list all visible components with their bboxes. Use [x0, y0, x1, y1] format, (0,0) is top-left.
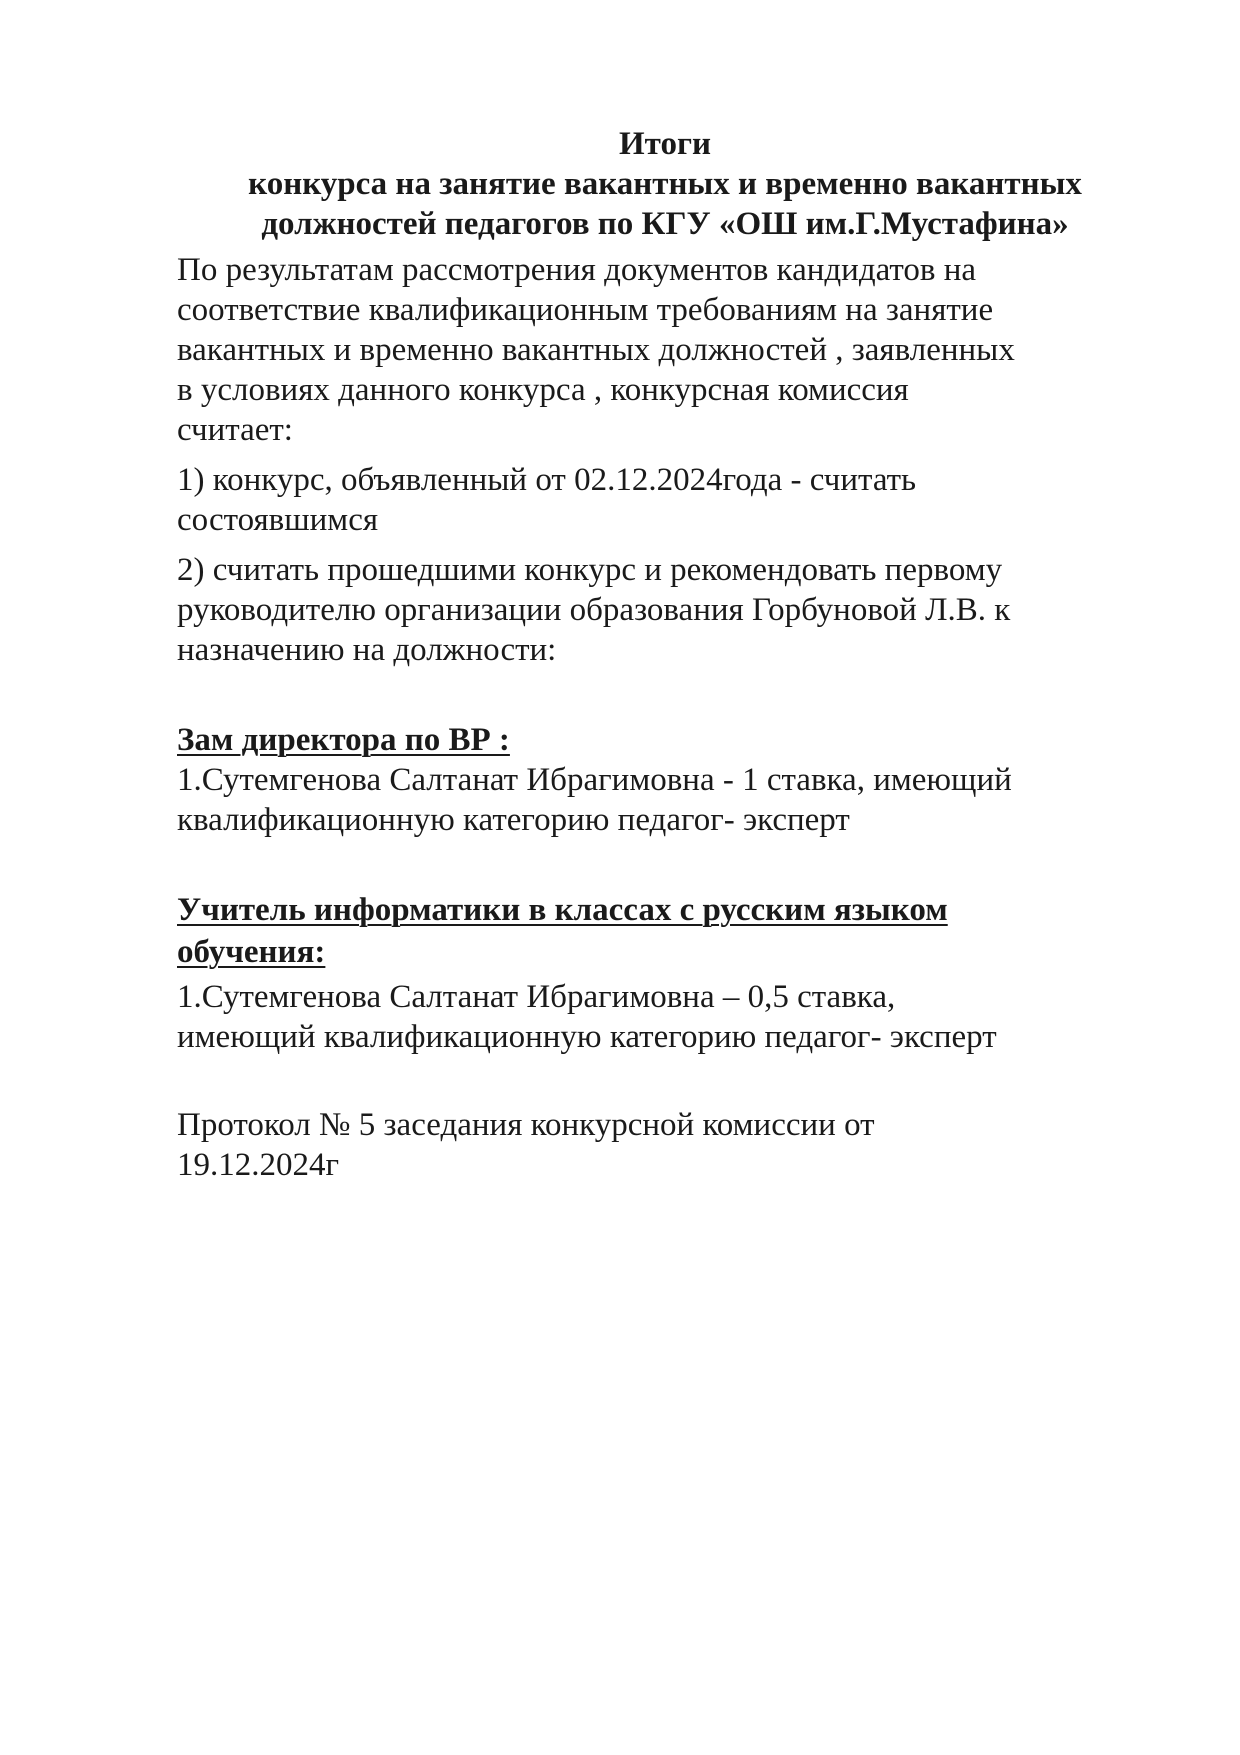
item-1-line-2: состоявшимся: [177, 502, 379, 538]
document-subtitle-line-2: должностей педагогов по КГУ «ОШ им.Г.Мустафина»: [261, 206, 1069, 242]
section-1-heading: Зам директора по ВР :: [177, 722, 510, 758]
section-2-entry-line-2: имеющий квалификационную категорию педагог- эксперт: [177, 1019, 997, 1055]
section-2-entry-line-1: 1.Сутемгенова Салтанат Ибрагимовна – 0,5 ставка,: [177, 979, 896, 1015]
intro-line-1: По результатам рассмотрения документов кандидатов на: [177, 252, 977, 288]
protocol-line-2: 19.12.2024г: [177, 1147, 340, 1183]
intro-line-2: соответствие квалификационным требованиям на занятие: [177, 292, 994, 328]
protocol-line-1: Протокол № 5 заседания конкурсной комиссии от: [177, 1107, 875, 1143]
section-1-entry-line-1: 1.Сутемгенова Салтанат Ибрагимовна - 1 ставка, имеющий: [177, 762, 1012, 798]
item-2-line-2: руководителю организации образования Горбуновой Л.В. к: [177, 592, 1011, 628]
intro-line-3: вакантных и временно вакантных должностей , заявленных: [177, 332, 1015, 368]
intro-line-5: считает:: [177, 412, 293, 448]
document-subtitle-line-1: конкурса на занятие вакантных и временно вакантных: [248, 166, 1082, 202]
item-2-line-1: 2) считать прошедшими конкурс и рекомендовать первому: [177, 552, 1003, 588]
section-2-heading-line-2: обучения:: [177, 934, 326, 970]
document-title: Итоги: [619, 126, 711, 162]
section-2-heading-line-1: Учитель информатики в классах с русским языком: [177, 892, 948, 928]
item-1-line-1: 1) конкурс, объявленный от 02.12.2024года - считать: [177, 462, 917, 498]
intro-line-4: в условиях данного конкурса , конкурсная комиссия: [177, 372, 909, 408]
item-2-line-3: назначению на должности:: [177, 632, 557, 668]
section-1-entry-line-2: квалификационную категорию педагог- эксперт: [177, 802, 850, 838]
